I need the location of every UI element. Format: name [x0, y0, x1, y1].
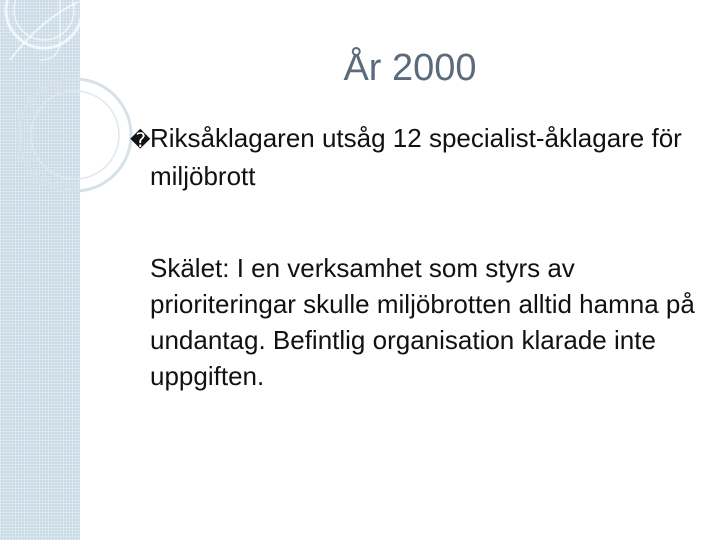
body-paragraph: Skälet: I en verksamhet som styrs av prioriteringar skulle miljöbrotten alltid hamna på undantag. Befintlig organisation klarade inte uppgiften.: [150, 253, 695, 391]
decorative-arc-icon: [0, 0, 120, 120]
bullet-marker-icon: �: [130, 128, 151, 152]
slide-title: År 2000: [343, 47, 477, 89]
bullet-text: Riksåklagaren utsåg 12 specialist-åklagare för miljöbrott: [150, 123, 682, 191]
bullet-item: [130, 120, 720, 194]
